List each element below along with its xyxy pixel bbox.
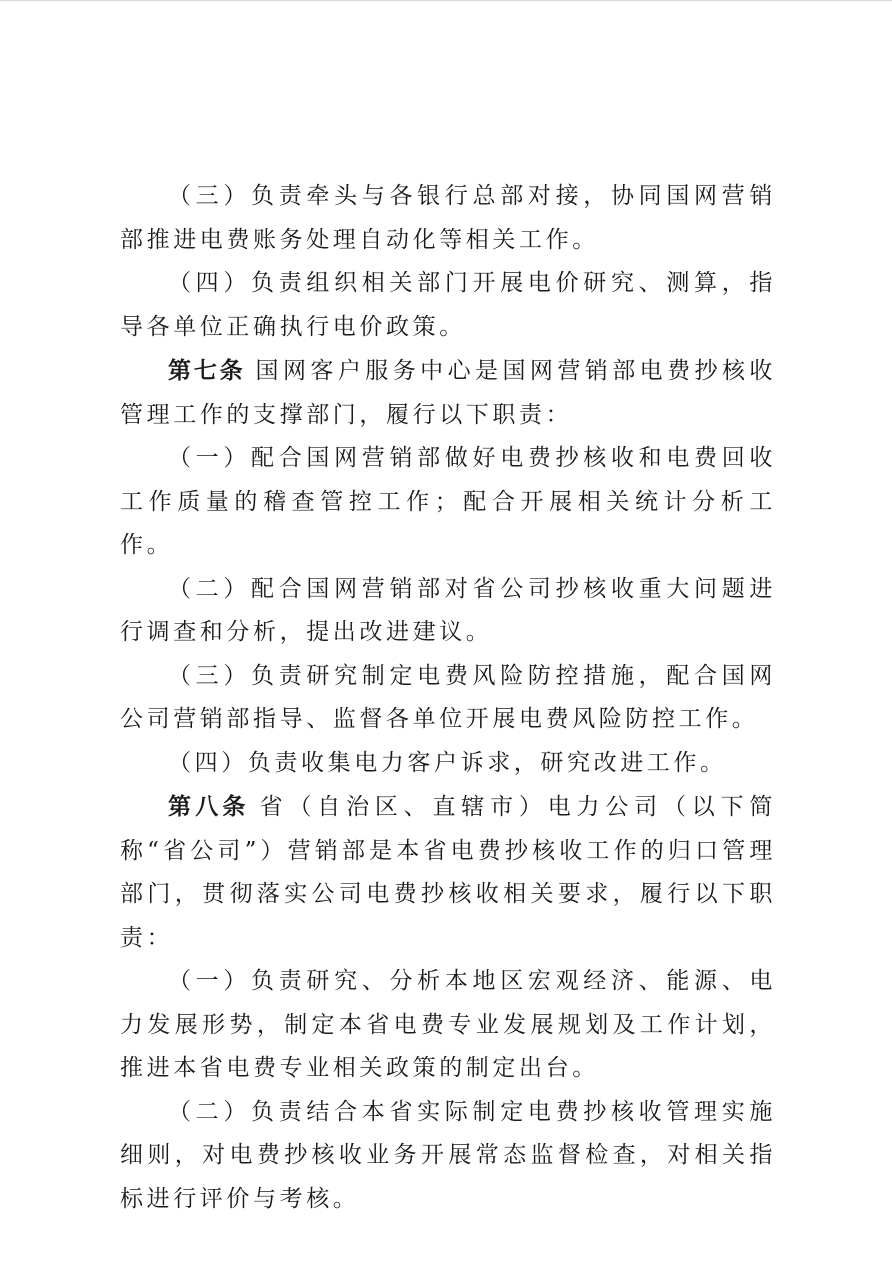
article-7-item-2 xyxy=(120,568,776,655)
paragraph-text: （四）负责收集电力客户诉求，研究改进工作。 xyxy=(168,749,727,776)
article-7-item-4 xyxy=(120,742,776,786)
article-heading: 第八条 xyxy=(168,793,250,820)
paragraph-text: 国网客户服务中心是国网营销部电费抄核收管理工作的支撑部门，履行以下职责： xyxy=(120,358,776,428)
article-8 xyxy=(120,785,776,960)
paragraph-text: （二）配合国网营销部对省公司抄核收重大问题进行调查和分析，提出改进建议。 xyxy=(120,575,776,645)
article-7 xyxy=(120,349,776,437)
paragraph-text: （三）负责牵头与各银行总部对接，协同国网营销部推进电费账务处理自动化等相关工作。 xyxy=(120,183,776,253)
paragraph-text: （一）负责研究、分析本地区宏观经济、能源、电力发展形势，制定本省电费专业发展规划及工作计划，推进本省电费专业相关政策的制定出台。 xyxy=(120,968,776,1081)
article-7-item-1 xyxy=(120,437,776,568)
paragraph-text: （二）负责结合本省实际制定电费抄核收管理实施细则，对电费抄核收业务开展常态监督检查，对相关指标进行评价与考核。 xyxy=(120,1098,776,1212)
article-8-item-1 xyxy=(120,960,776,1091)
article-heading: 第七条 xyxy=(168,357,246,384)
paragraph-text: （一）配合国网营销部做好电费抄核收和电费回收工作质量的稽查管控工作；配合开展相关统计分析工作。 xyxy=(120,445,776,558)
paragraph-text: （四）负责组织相关部门开展电价研究、测算，指导各单位正确执行电价政策。 xyxy=(120,270,776,340)
paragraph-4-price-research xyxy=(120,262,776,349)
paragraph-text: 省（自治区、直辖市）电力公司（以下简称“省公司”）营销部是本省电费抄核收工作的归口管理部门，贯彻落实公司电费抄核收相关要求，履行以下职责： xyxy=(120,794,776,951)
article-7-item-3 xyxy=(120,655,776,742)
paragraph-3-bank-docking xyxy=(120,175,776,262)
document-body xyxy=(120,175,776,1221)
paragraph-text: （三）负责研究制定电费风险防控措施，配合国网公司营销部指导、监督各单位开展电费风险防控工作。 xyxy=(120,662,776,732)
article-8-item-2 xyxy=(120,1091,776,1222)
